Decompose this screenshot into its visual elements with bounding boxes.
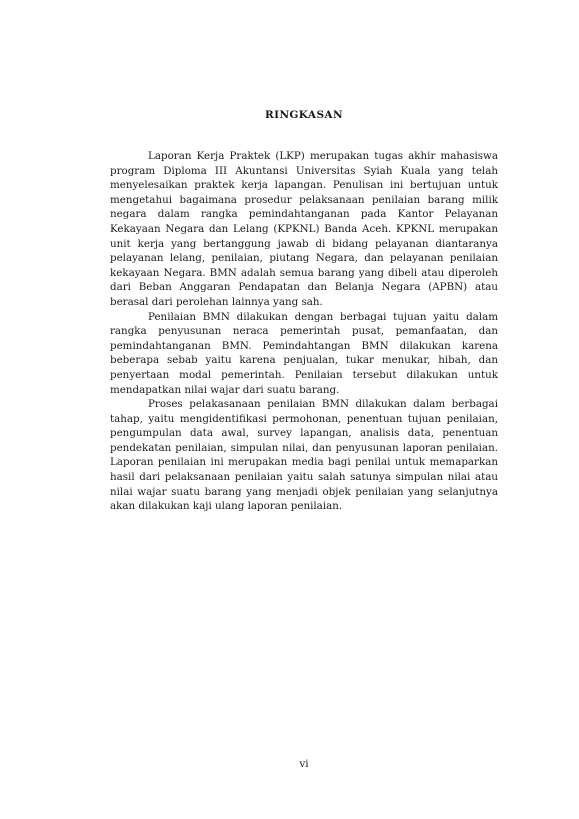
paragraph-3: Proses pelakasanaan penilaian BMN dilakukan dalam berbagai tahap, yaitu mengidentifikasi permohonan, penentuan tujuan penilaian, pengumpulan data awal, survey lapangan, analisis data, penentuan pendekatan penilaian, simpulan nilai, dan penyusunan laporan penilaian. Laporan penilaian ini merupakan media bagi penilai untuk memaparkan hasil dari pelaksanaan penilaian yaitu salah satunya simpulan nilai atau nilai wajar suatu barang yang menjadi objek penilaian yang selanjutnya akan dilakukan kaji ulang laporan penilaian. bbox=[110, 398, 498, 513]
summary-body bbox=[110, 149, 498, 514]
paragraph-1: Laporan Kerja Praktek (LKP) merupakan tugas akhir mahasiswa program Diploma III Akuntansi Universitas Syiah Kuala yang telah menyelesaikan praktek kerja lapangan. Penulisan ini bertujuan untuk mengetahui bagaimana prosedur pelaksanaan penilaian barang milik negara dalam rangka pemindahtanganan pada Kantor Pelayanan Kekayaan Negara dan Lelang (KPKNL) Banda Aceh. KPKNL merupakan unit kerja yang bertanggung jawab di bidang pelayanan diantaranya pelayanan lelang, penilaian, piutang Negara, dan pelayanan penilaian kekayaan Negara. BMN adalah semua barang yang dibeli atau diperoleh dari Beban Anggaran Pendapatan dan Belanja Negara (APBN) atau berasal dari perolehan lainnya yang sah. bbox=[110, 150, 498, 308]
page-number: vi bbox=[299, 758, 309, 770]
paragraph-2: Penilaian BMN dilakukan dengan berbagai tujuan yaitu dalam rangka penyusunan neraca pemerintah pusat, pemanfaatan, dan pemindahtanganan BMN. Pemindahtangan BMN dilakukan karena beberapa sebab yaitu karena penjualan, tukar menukar, hibah, dan penyertaan modal pemerintah. Penilaian tersebut dilakukan untuk mendapatkan nilai wajar dari suatu barang. bbox=[110, 310, 498, 396]
page-title: RINGKASAN bbox=[265, 109, 343, 121]
